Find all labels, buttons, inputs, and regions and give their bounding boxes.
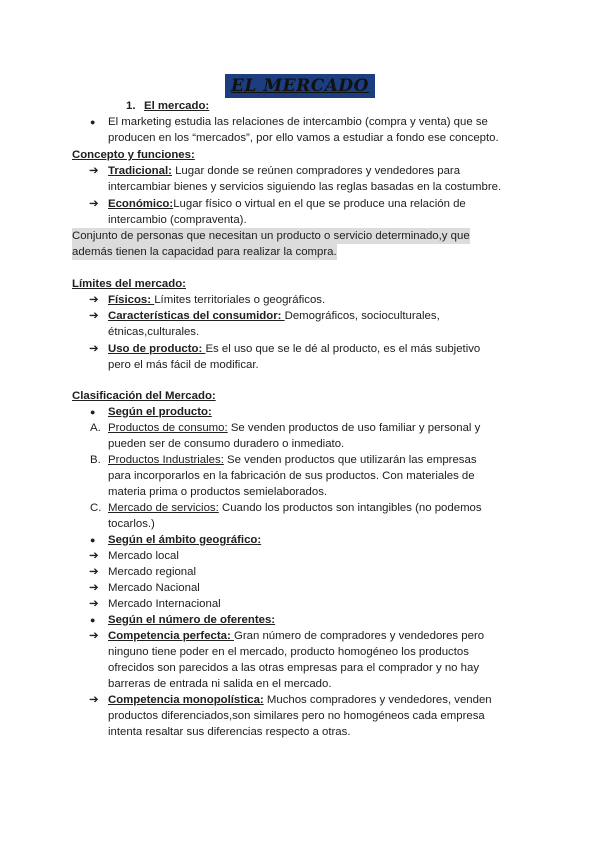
ambito-item: Mercado local (108, 550, 179, 562)
bullet-icon: ● (90, 535, 96, 545)
economico-term: Económico: (108, 198, 174, 210)
competencia-monopolistica-line-2: productos diferenciados,son similares pero no homogéneos cada empresa (108, 710, 485, 722)
economico-line-2: intercambio (compraventa). (108, 214, 247, 226)
competencia-monopolistica-line-1 (108, 692, 492, 708)
tradicional-text: Lugar donde se reúnen compradores y vendedores para (171, 165, 461, 177)
ambito-item: Mercado regional (108, 566, 197, 578)
competencia-perfecta-term: Competencia perfecta: (108, 630, 234, 642)
uso-text: Es el uso que se le dé al producto, es el más subjetivo (205, 343, 481, 355)
caracteristicas-line-2: étnicas,culturales. (108, 326, 200, 338)
caracteristicas-term: Características del consumidor: (108, 310, 285, 322)
arrow-icon: ➔ (89, 310, 99, 322)
bullet-icon: ● (90, 615, 96, 625)
section-heading-el-mercado: El mercado: (144, 100, 210, 112)
intro-line-2: producen en los “mercados”, por ello vamos a estudiar a fondo ese concepto. (108, 132, 499, 144)
segun-ambito-heading: Según el ámbito geográfico: (108, 534, 262, 546)
competencia-perfecta-text: Gran número de compradores y vendedores pero (233, 630, 485, 642)
tradicional-term: Tradicional: (108, 165, 172, 177)
competencia-monopolistica-term: Competencia monopolística: (108, 694, 264, 706)
arrow-icon: ➔ (89, 165, 99, 177)
producto-industrial-term: Productos Industriales: (108, 454, 224, 466)
competencia-perfecta-line-3: ofrecidos son parecidos a las otras empresas para el comprador y no hay (108, 662, 480, 674)
arrow-icon: ➔ (89, 694, 99, 706)
arrow-icon: ➔ (89, 630, 99, 642)
list-marker-b: B. (90, 454, 101, 466)
title-container (0, 74, 600, 98)
bullet-icon: ● (90, 117, 96, 127)
competencia-monopolistica-line-3: intenta resaltar sus diferencias respecto a otras. (108, 726, 351, 738)
caracteristicas-line-1 (108, 308, 440, 324)
segun-producto-heading: Según el producto: (108, 406, 212, 418)
segun-oferentes-heading: Según el número de oferentes: (108, 614, 276, 626)
mercado-servicios-text: Cuando los productos son intangibles (no podemos (218, 502, 482, 514)
producto-industrial-line-1 (108, 452, 477, 468)
competencia-monopolistica-text: Muchos compradores y vendedores, venden (263, 694, 492, 706)
fisicos-line (108, 292, 325, 308)
mercado-servicios-term: Mercado de servicios: (108, 502, 219, 514)
intro-line-1: El marketing estudia las relaciones de intercambio (compra y venta) que se (108, 116, 488, 128)
producto-consumo-line-1 (108, 420, 480, 436)
competencia-perfecta-line-1 (108, 628, 484, 644)
caracteristicas-text: Demográficos, socioculturales, (284, 310, 440, 322)
economico-text: Lugar físico o virtual en el que se produce una relación de (173, 198, 466, 210)
clasificacion-heading: Clasificación del Mercado: (72, 390, 216, 402)
definition-line-1: Conjunto de personas que necesitan un producto o servicio determinado,y que (72, 230, 470, 242)
competencia-perfecta-line-2: ninguno tiene poder en el mercado, producto homogéneo los productos (108, 646, 469, 658)
arrow-icon: ➔ (89, 198, 99, 210)
definition-line-2: además tienen la capacidad para realizar la compra. (72, 246, 337, 258)
list-marker-c: C. (90, 502, 102, 514)
producto-consumo-term: Productos de consumo: (108, 422, 228, 434)
arrow-icon: ➔ (89, 550, 99, 562)
producto-consumo-line-2: pueden ser de consumo duradero o inmediato. (108, 438, 345, 450)
uso-term: Uso de producto: (108, 343, 206, 355)
tradicional-line-2: intercambiar bienes y servicios siguiendo las reglas basadas en la costumbre. (108, 181, 502, 193)
producto-industrial-line-2: para incorporarlos en la fabricación de sus productos. Con materiales de (108, 470, 475, 482)
section-number: 1. (126, 100, 136, 112)
mercado-servicios-line-2: tocarlos.) (108, 518, 155, 530)
bullet-icon: ● (90, 407, 96, 417)
economico-line-1 (108, 196, 466, 212)
producto-industrial-line-3: materia prima o productos semielaborados. (108, 486, 328, 498)
arrow-icon: ➔ (89, 598, 99, 610)
fisicos-term: Físicos: (108, 294, 155, 306)
competencia-perfecta-line-4: barreras de entrada ni salida en el mercado. (108, 678, 332, 690)
producto-industrial-text: Se venden productos que utilizarán las empresas (223, 454, 477, 466)
fisicos-text: Límites territoriales o geográficos. (154, 294, 326, 306)
arrow-icon: ➔ (89, 582, 99, 594)
page-title: EL MERCADO (225, 74, 375, 98)
arrow-icon: ➔ (89, 343, 99, 355)
arrow-icon: ➔ (89, 566, 99, 578)
list-marker-a: A. (90, 422, 101, 434)
ambito-item: Mercado Internacional (108, 598, 221, 610)
concepto-heading: Concepto y funciones: (72, 149, 195, 161)
uso-line-2: pero el más fácil de modificar. (108, 359, 259, 371)
producto-consumo-text: Se venden productos de uso familiar y personal y (227, 422, 481, 434)
ambito-item: Mercado Nacional (108, 582, 200, 594)
limites-heading: Límites del mercado: (72, 278, 186, 290)
tradicional-line-1 (108, 163, 460, 179)
uso-line-1 (108, 341, 480, 357)
arrow-icon: ➔ (89, 294, 99, 306)
mercado-servicios-line-1 (108, 500, 482, 516)
